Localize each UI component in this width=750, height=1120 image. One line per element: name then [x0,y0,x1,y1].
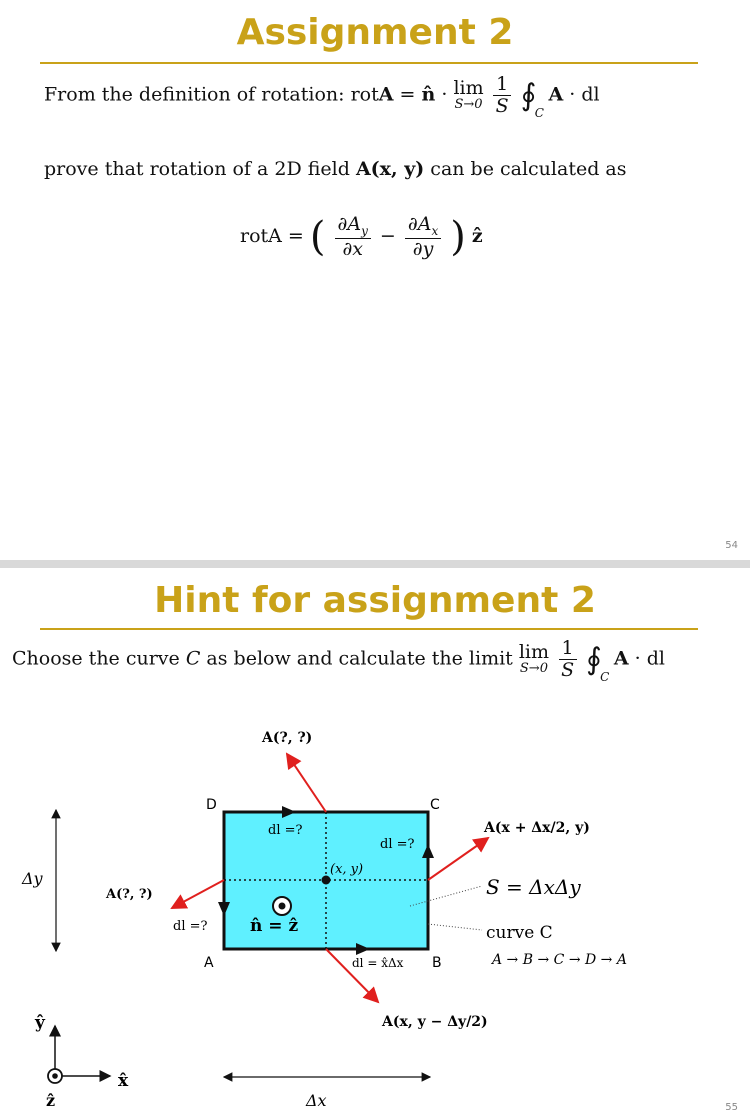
label-curve: curve C [486,923,553,943]
page-number: 55 [725,1102,738,1113]
lim-sub: S→0 [454,97,483,113]
limit [453,79,483,111]
label-center: (x, y) [330,862,364,877]
prove-text-2: can be calculated as [424,158,627,180]
lim-word: lim [518,641,550,664]
choose-text: Choose the curve [12,647,186,670]
prove-field: A(x, y) [355,158,425,180]
choose-text-2: as below and calculate the limit [200,647,519,670]
term-2 [405,214,441,260]
label-axis-y: ŷ [35,1013,45,1033]
label-vector-top: A(?, ?) [262,730,313,746]
title-underline [40,62,698,64]
left-paren: ( [309,214,326,260]
result-lhs: rotA = [240,225,304,247]
page-number: 54 [725,540,738,551]
corner-d: D [206,797,217,813]
label-path: A → B → C → D → A [492,952,627,968]
integrand-rest: · dl [628,647,665,670]
label-dl-right: dl =? [380,837,415,852]
contour-integral [520,77,544,120]
label-vector-bottom: A(x, y − Δy/2) [382,1014,488,1030]
integrand-a: A [613,647,629,670]
prove-line [44,158,626,180]
t2-sub: x [431,223,439,238]
field-vector-right [428,838,488,880]
label-axis-x: x̂ [118,1071,129,1091]
label-dl-left: dl =? [173,919,208,934]
prove-text: prove that rotation of a 2D field [44,158,356,180]
field-vector-left [172,880,224,908]
corner-b: B [432,955,442,971]
frac-den: S [495,94,509,117]
t1-den: ∂x [342,238,363,261]
minus: − [379,225,396,247]
integral-sub: C [600,669,610,684]
integral-sign: ∮ [586,641,602,677]
label-axis-z: ẑ [46,1091,56,1110]
slide-55 [0,568,750,1120]
label-normal: n̂ = ẑ [250,916,299,936]
integrand-rest: · dl [563,83,600,106]
rot-word: rot [350,83,379,106]
t1-num: ∂A [337,213,362,236]
definition-line [44,73,600,120]
label-delta-y: Δy [22,869,43,888]
curve-symbol: C [185,647,201,670]
label-dl-top: dl =? [268,823,303,838]
lim-word: lim [453,77,484,100]
t2-den: ∂y [412,238,434,261]
definition-text: From the definition of rotation: [44,83,351,106]
t2-num: ∂A [407,213,432,236]
z-hat: ẑ [471,225,483,247]
label-vector-left: A(?, ?) [106,887,153,902]
right-paren: ) [450,214,466,260]
normal-vector: n̂ [421,83,436,106]
corner-c: C [430,797,440,813]
label-area: S = ΔxΔy [486,875,581,899]
label-vector-right: A(x + Δx/2, y) [484,820,590,836]
slide-title: Assignment 2 [236,12,514,53]
curve-leader [428,924,482,930]
term-1 [335,214,371,260]
corner-a: A [204,955,214,971]
vector-a: A [378,83,394,106]
frac-num: 1 [559,638,577,660]
circulation-diagram [0,568,750,1120]
one-over-s [493,74,512,117]
result-formula [240,214,483,260]
slide-title: Hint for assignment 2 [154,580,596,621]
frac-den: S [561,658,575,681]
dot: · [435,83,454,106]
equals: = [393,83,422,106]
t1-sub: y [361,223,368,238]
lim-sub: S→0 [519,661,548,677]
label-delta-x: Δx [306,1091,327,1110]
field-vector-top [287,754,326,812]
frac-num: 1 [493,74,511,96]
label-dl-bottom: dl = x̂Δx [352,956,404,970]
integral-sign: ∮ [520,77,537,113]
integrand-a: A [548,83,564,106]
integral-sub: C [534,105,544,120]
